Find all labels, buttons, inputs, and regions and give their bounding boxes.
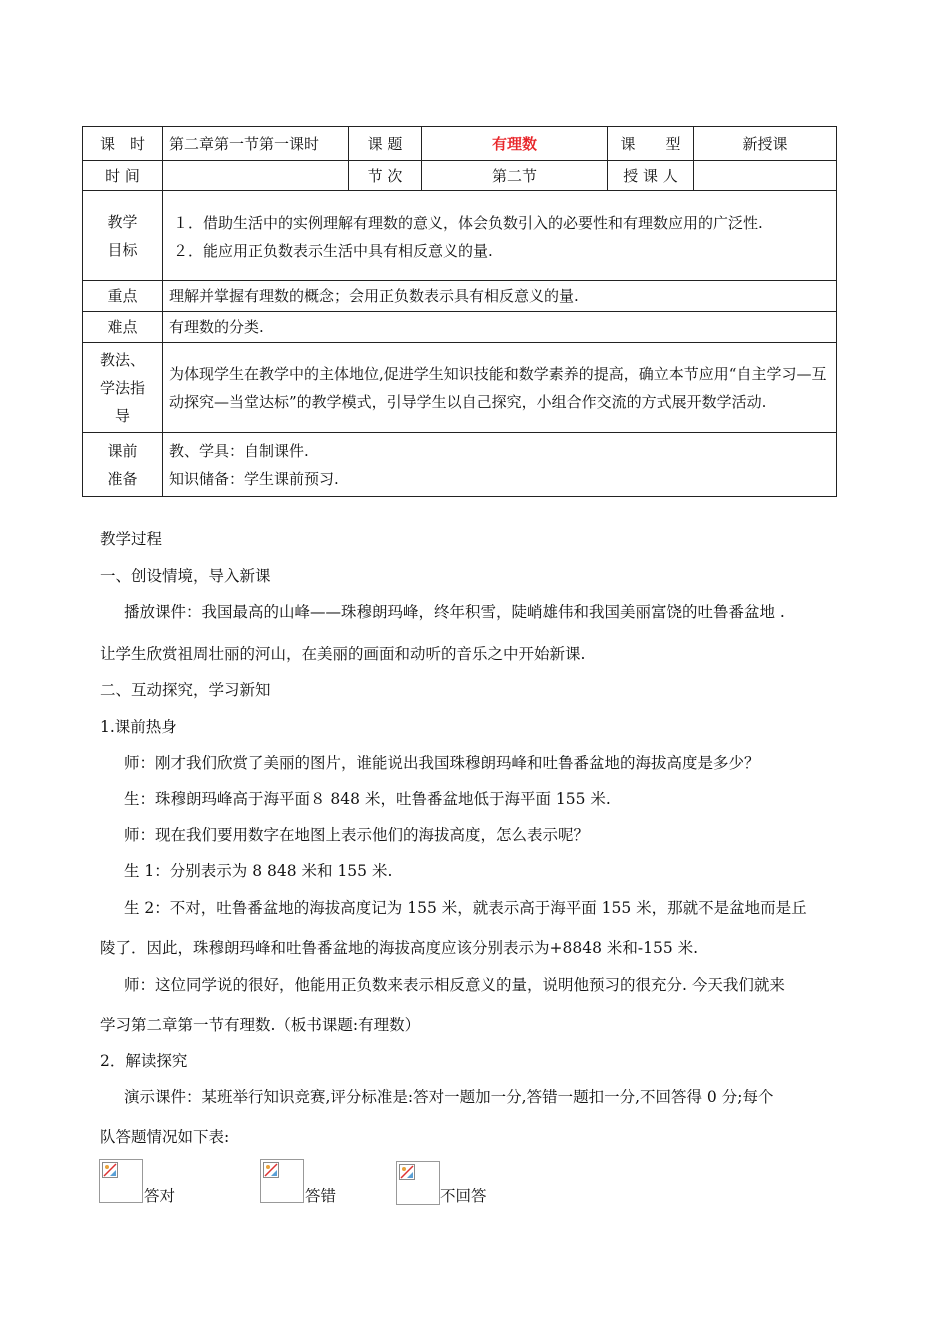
label-time: 时 间 [83,161,163,191]
lesson-title: 有理数 [422,127,608,161]
image-caption-correct: 答对 [144,1187,176,1205]
label-section: 节 次 [349,161,422,191]
image-caption-wrong: 答错 [305,1187,337,1205]
dialogue-line: 师：现在我们要用数字在地图上表示他们的海拔高度，怎么表示呢？ [124,826,590,844]
paragraph: 播放课件：我国最高的山峰——珠穆朗玛峰，终年积雪，陡峭雄伟和我国美丽富饶的吐鲁番盆地 . [124,603,785,621]
section-1-heading: 一、创设情境，导入新课 [100,567,271,585]
paragraph: 让学生欣赏祖周壮丽的河山，在美丽的画面和动听的音乐之中开始新课. [100,645,586,663]
broken-image-icon [102,1162,118,1178]
broken-image-icon [399,1164,415,1180]
image-caption-no-answer: 不回答 [440,1187,487,1205]
paragraph: 演示课件：某班举行知识竞赛,评分标准是:答对一题加一分,答错一题扣一分,不回答得 0 分;每个 [124,1088,774,1106]
label-lesson-type: 课 型 [608,127,694,161]
section-2-heading: 二、互动探究，学习新知 [100,681,271,699]
label-method: 教法、 学法指 导 [83,343,163,433]
value-section: 第二节 [422,161,608,191]
value-lesson-period: 第二章第一节第一课时 [163,127,349,161]
broken-image-icon [263,1162,279,1178]
dialogue-line: 生：珠穆朗玛峰高于海平面８ 848 米，吐鲁番盆地低于海平面 155 米. [124,790,611,808]
broken-image-placeholder [260,1159,304,1203]
label-goals: 教学 目标 [83,191,163,281]
subsection-heading: 1.课前热身 [100,718,177,736]
heading-process: 教学过程 [100,530,163,548]
label-preparation: 课前 准备 [83,433,163,497]
dialogue-line: 生 2：不对，吐鲁番盆地的海拔高度记为 155 米，就表示高于海平面 155 米，那就不是盆地而是丘 [124,899,807,917]
label-key-point: 重点 [83,281,163,312]
label-topic: 课 题 [349,127,422,161]
difficulty-text: 有理数的分类. [163,312,837,343]
label-lesson-period: 课 时 [83,127,163,161]
key-point-text: 理解并掌握有理数的概念；会用正负数表示具有相反意义的量. [163,281,837,312]
value-time [163,161,349,191]
paragraph: 队答题情况如下表: [100,1128,230,1146]
value-lesson-type: 新授课 [694,127,837,161]
dialogue-line: 学习第二章第一节有理数.（板书课题:有理数） [100,1016,421,1034]
dialogue-line: 师：这位同学说的很好，他能用正负数来表示相反意义的量，说明他预习的很充分. 今天我们就来 [124,976,785,994]
label-difficulty: 难点 [83,312,163,343]
broken-image-placeholder [99,1159,143,1203]
lesson-info-table [82,126,837,497]
dialogue-line: 生 1：分别表示为 8 848 米和 155 米. [124,862,393,880]
label-teacher: 授 课 人 [608,161,694,191]
value-teacher [694,161,837,191]
dialogue-line: 师：刚才我们欣赏了美丽的图片，谁能说出我国珠穆朗玛峰和吐鲁番盆地的海拔高度是多少？ [124,754,760,772]
broken-image-placeholder [396,1161,440,1205]
method-text: 为体现学生在教学中的主体地位,促进学生知识技能和数学素养的提高，确立本节应用“自主学习—互动探究—当堂达标”的教学模式，引导学生以自己探究，小组合作交流的方式展开数学活动. [163,343,837,433]
goals-text: １．借助生活中的实例理解有理数的意义，体会负数引入的必要性和有理数应用的广泛性. ２．能应用正负数表示生活中具有相反意义的量. [163,191,837,281]
preparation-text: 教、学具：自制课件. 知识储备：学生课前预习. [163,433,837,497]
dialogue-line: 陵了．因此，珠穆朗玛峰和吐鲁番盆地的海拔高度应该分别表示为+8848 米和-155 米. [100,939,699,957]
subsection-heading: 2．解读探究 [100,1052,188,1070]
